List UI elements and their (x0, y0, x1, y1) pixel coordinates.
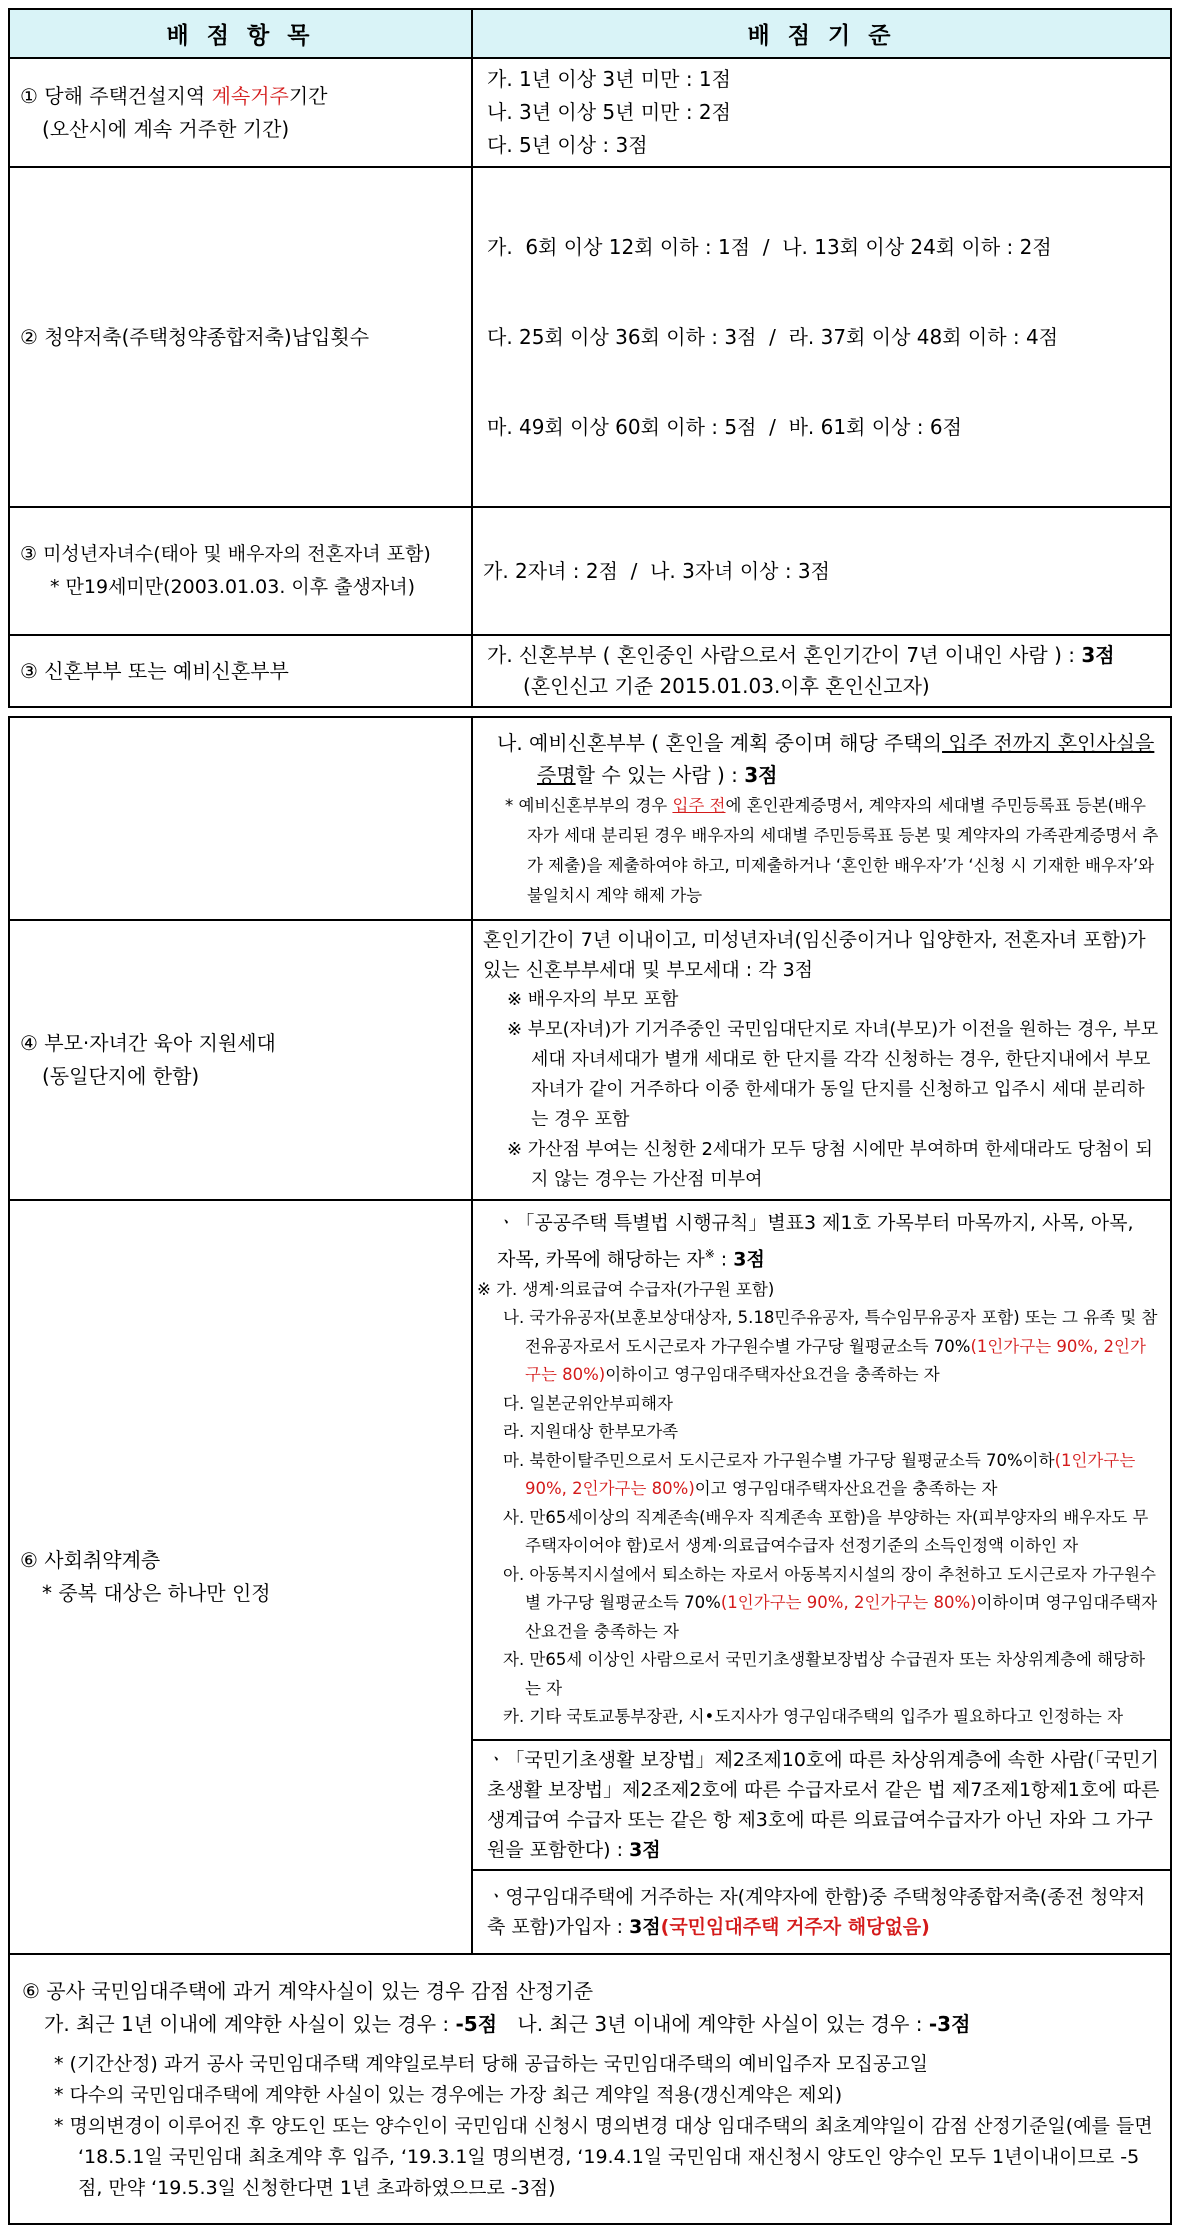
residence-period-label: ① 당해 주택건설지역 계속거주기간 (오산시에 계속 거주한 기간) (9, 58, 472, 167)
residence-highlight: 계속거주 (211, 83, 289, 108)
row-parenting-support (9, 920, 1171, 1200)
header-scoring-criteria: 배 점 기 준 (472, 9, 1171, 58)
prospective-newlywed-note: * 예비신혼부부의 경우 입주 전에 혼인관계증명서, 계약자의 세대별 주민등록표 등본(배우자가 세대 분리된 경우 배우자의 세대별 주민등록표 등본 및 계약자의 가족관계증명서 추가 제출)을 제출하여야 하고, 미제출하거나 ‘혼인한 배우자’가 ‘신청 시 기재한 배우자’와 불일치시 계약 해제 가능 (505, 795, 1159, 905)
minor-children-criteria: 가. 2자녀 : 2점 / 나. 3자녀 이상 : 3점 (472, 507, 1171, 635)
row-residence-period (9, 58, 1171, 167)
vulnerable-group-label: ⑥ 사회취약계층 * 중복 대상은 하나만 인정 (9, 1200, 472, 1954)
scoring-criteria-table (8, 8, 1172, 2225)
row-deduction-criteria (9, 1954, 1171, 2224)
prospective-newlywed-criteria: 나. 예비신혼부부 ( 혼인을 계획 중이며 해당 주택의 입주 전까지 혼인사실을 증명할 수 있는 사람 ) : 3점 * 예비신혼부부의 경우 입주 전에 혼인관계증명서, 계약자의 세대별 주민등록표 등본(배우자가 세대 분리된 경우 배우자의 세대별 주민등록표 등본 및 계약자의 가족관계증명서 추가 제출)을 제출하여야 하고, 미제출하거나 ‘혼인한 배우자’가 ‘신청 시 기재한 배우자’와 불일치시 계약 해제 가능 (472, 717, 1171, 920)
header-row (9, 9, 1171, 58)
row-savings-count (9, 167, 1171, 507)
row-newlywed (9, 635, 1171, 707)
row-prospective-newlywed (9, 717, 1171, 920)
minor-children-label: ③ 미성년자녀수(태아 및 배우자의 전혼자녀 포함) * 만19세미만(2003.01.03. 이후 출생자녀) (9, 507, 472, 635)
row-minor-children (9, 507, 1171, 635)
deduction-criteria: ⑥ 공사 국민임대주택에 과거 계약사실이 있는 경우 감점 산정기준 가. 최근 1년 이내에 계약한 사실이 있는 경우 : -5점 나. 최근 3년 이내에 계약한 사실이 있는 경우 : -3점 * (기간산정) 과거 공사 국민임대주택 계약일로부터 당해 공급하는 국민임대주택의 예비입주자 모집공고일 * 다수의 국민임대주택에 계약한 사실이 있는 경우에는 가장 최근 계약일 적용(갱신계약은 제외) * 명의변경이 이루어진 후 양도인 또는 양수인이 국민임대 신청시 명의변경 대상 임대주택의 최초계약일이 감점 산정기준일(예를 들면 ‘18.5.1일 국민임대 최초계약 후 입주, ‘19.3.1일 명의변경, ‘19.4.1일 국민임대 재신청시 양도인 양수인 모두 1년이내이므로 -5점, 만약 ‘19.5.3일 신청한다면 1년 초과하였으므로 -3점) (9, 1954, 1171, 2224)
savings-count-criteria: 가. 6회 이상 12회 이하 : 1점 / 나. 13회 이상 24회 이하 : 2점 다. 25회 이상 36회 이하 : 3점 / 라. 37회 이상 48회 이하 : 4점 마. 49회 이상 60회 이하 : 5점 / 바. 61회 이상 : 6점 (472, 167, 1171, 507)
vulnerable-group-items: ※ 가. 생계·의료급여 수급자(가구원 포함) 나. 국가유공자(보훈보상대상자, 5.18민주유공자, 특수임무유공자 포함) 또는 그 유족 및 참전유공자로서 도시근로자 가구원수별 가구당 월평균소득 70%(1인가구는 90%, 2인가구는 80%)이하이고 영구임대주택자산요건을 충족하는 자 다. 일본군위안부피해자 라. 지원대상 한부모가족 마. 북한이탈주민으로서 도시근로자 가구원수별 가구당 월평균소득 70%이하(1인가구는 90%, 2인가구는 80%)이고 영구임대주택자산요건을 충족하는 자 사. 만65세이상의 직계존속(배우자 직계존속 포함)을 부양하는 자(피부양자의 배우자도 무주택자이어야 함)로서 생계·의료급여수급자 선정기준의 소득인정액 이하인 자 아. 아동복지시설에서 퇴소하는 자로서 아동복지시설의 장이 추천하고 도시근로자 가구원수별 가구당 월평균소득 70%(1인가구는 90%, 2인가구는 80%)이하이며 영구임대주택자산요건을 충족하는 자 자. 만65세 이상인 사람으로서 국민기초생활보장법상 수급권자 또는 차상위계층에 해당하는 자 카. 기타 국토교통부장관, 시•도지사가 영구임대주택의 입주가 필요하다고 인정하는 자 (477, 1279, 1158, 1727)
prospective-newlywed-empty (9, 717, 472, 920)
row-vulnerable-group (9, 1200, 1171, 1740)
header-scoring-item: 배 점 항 목 (9, 9, 472, 58)
parenting-support-label: ④ 부모·자녀간 육아 지원세대 (동일단지에 한함) (9, 920, 472, 1200)
newlywed-label: ③ 신혼부부 또는 예비신혼부부 (9, 635, 472, 707)
vulnerable-group-criteria-2: ㆍ「국민기초생활 보장법」제2조제10호에 따른 차상위계층에 속한 사람(「국민기초생활 보장법」제2조제2호에 따른 수급자로서 같은 법 제7조제1항제1호에 따른 생계급여 수급자 또는 같은 항 제3호에 따른 의료급여수급자가 아닌 자와 그 가구원을 포함한다) : 3점 (472, 1740, 1171, 1870)
residence-period-criteria: 가. 1년 이상 3년 미만 : 1점 나. 3년 이상 5년 미만 : 2점 다. 5년 이상 : 3점 (472, 58, 1171, 167)
vulnerable-group-criteria-3: ㆍ영구임대주택에 거주하는 자(계약자에 한함)중 주택청약종합저축(종전 청약저축 포함)가입자 : 3점(국민임대주택 거주자 해당없음) (472, 1870, 1171, 1954)
vulnerable-group-criteria-1: ㆍ「공공주택 특별법 시행규칙」별표3 제1호 가목부터 마목까지, 사목, 아목, 자목, 카목에 해당하는 자※ : 3점 ※ 가. 생계·의료급여 수급자(가구원 포함) 나. 국가유공자(보훈보상대상자, 5.18민주유공자, 특수임무유공자 포함) 또는 그 유족 및 참전유공자로서 도시근로자 가구원수별 가구당 월평균소득 70%(1인가구는 90%, 2인가구는 80%)이하이고 영구임대주택자산요건을 충족하는 자 다. 일본군위안부피해자 라. 지원대상 한부모가족 마. 북한이탈주민으로서 도시근로자 가구원수별 가구당 월평균소득 70%이하(1인가구는 90%, 2인가구는 80%)이고 영구임대주택자산요건을 충족하는 자 사. 만65세이상의 직계존속(배우자 직계존속 포함)을 부양하는 자(피부양자의 배우자도 무주택자이어야 함)로서 생계·의료급여수급자 선정기준의 소득인정액 이하인 자 아. 아동복지시설에서 퇴소하는 자로서 아동복지시설의 장이 추천하고 도시근로자 가구원수별 가구당 월평균소득 70%(1인가구는 90%, 2인가구는 80%)이하이며 영구임대주택자산요건을 충족하는 자 자. 만65세 이상인 사람으로서 국민기초생활보장법상 수급권자 또는 차상위계층에 해당하는 자 카. 기타 국토교통부장관, 시•도지사가 영구임대주택의 입주가 필요하다고 인정하는 자 (472, 1200, 1171, 1740)
savings-count-label: ② 청약저축(주택청약종합저축)납입횟수 (9, 167, 472, 507)
newlywed-criteria: 가. 신혼부부 ( 혼인중인 사람으로서 혼인기간이 7년 이내인 사람 ) : 3점 (혼인신고 기준 2015.01.03.이후 혼인신고자) (472, 635, 1171, 707)
parenting-support-criteria: 혼인기간이 7년 이내이고, 미성년자녀(임신중이거나 입양한자, 전혼자녀 포함)가 있는 신혼부부세대 및 부모세대 : 각 3점 ※ 배우자의 부모 포함 ※ 부모(자녀)가 기거주중인 국민임대단지로 자녀(부모)가 이전을 원하는 경우, 부모세대 자녀세대가 별개 세대로 한 단지를 각각 신청하는 경우, 한단지내에서 부모 자녀가 같이 거주하다 이중 한세대가 동일 단지를 신청하고 입주시 세대 분리하는 경우 포함 ※ 가산점 부여는 신청한 2세대가 모두 당첨 시에만 부여하며 한세대라도 당첨이 되지 않는 경우는 가산점 미부여 (472, 920, 1171, 1200)
